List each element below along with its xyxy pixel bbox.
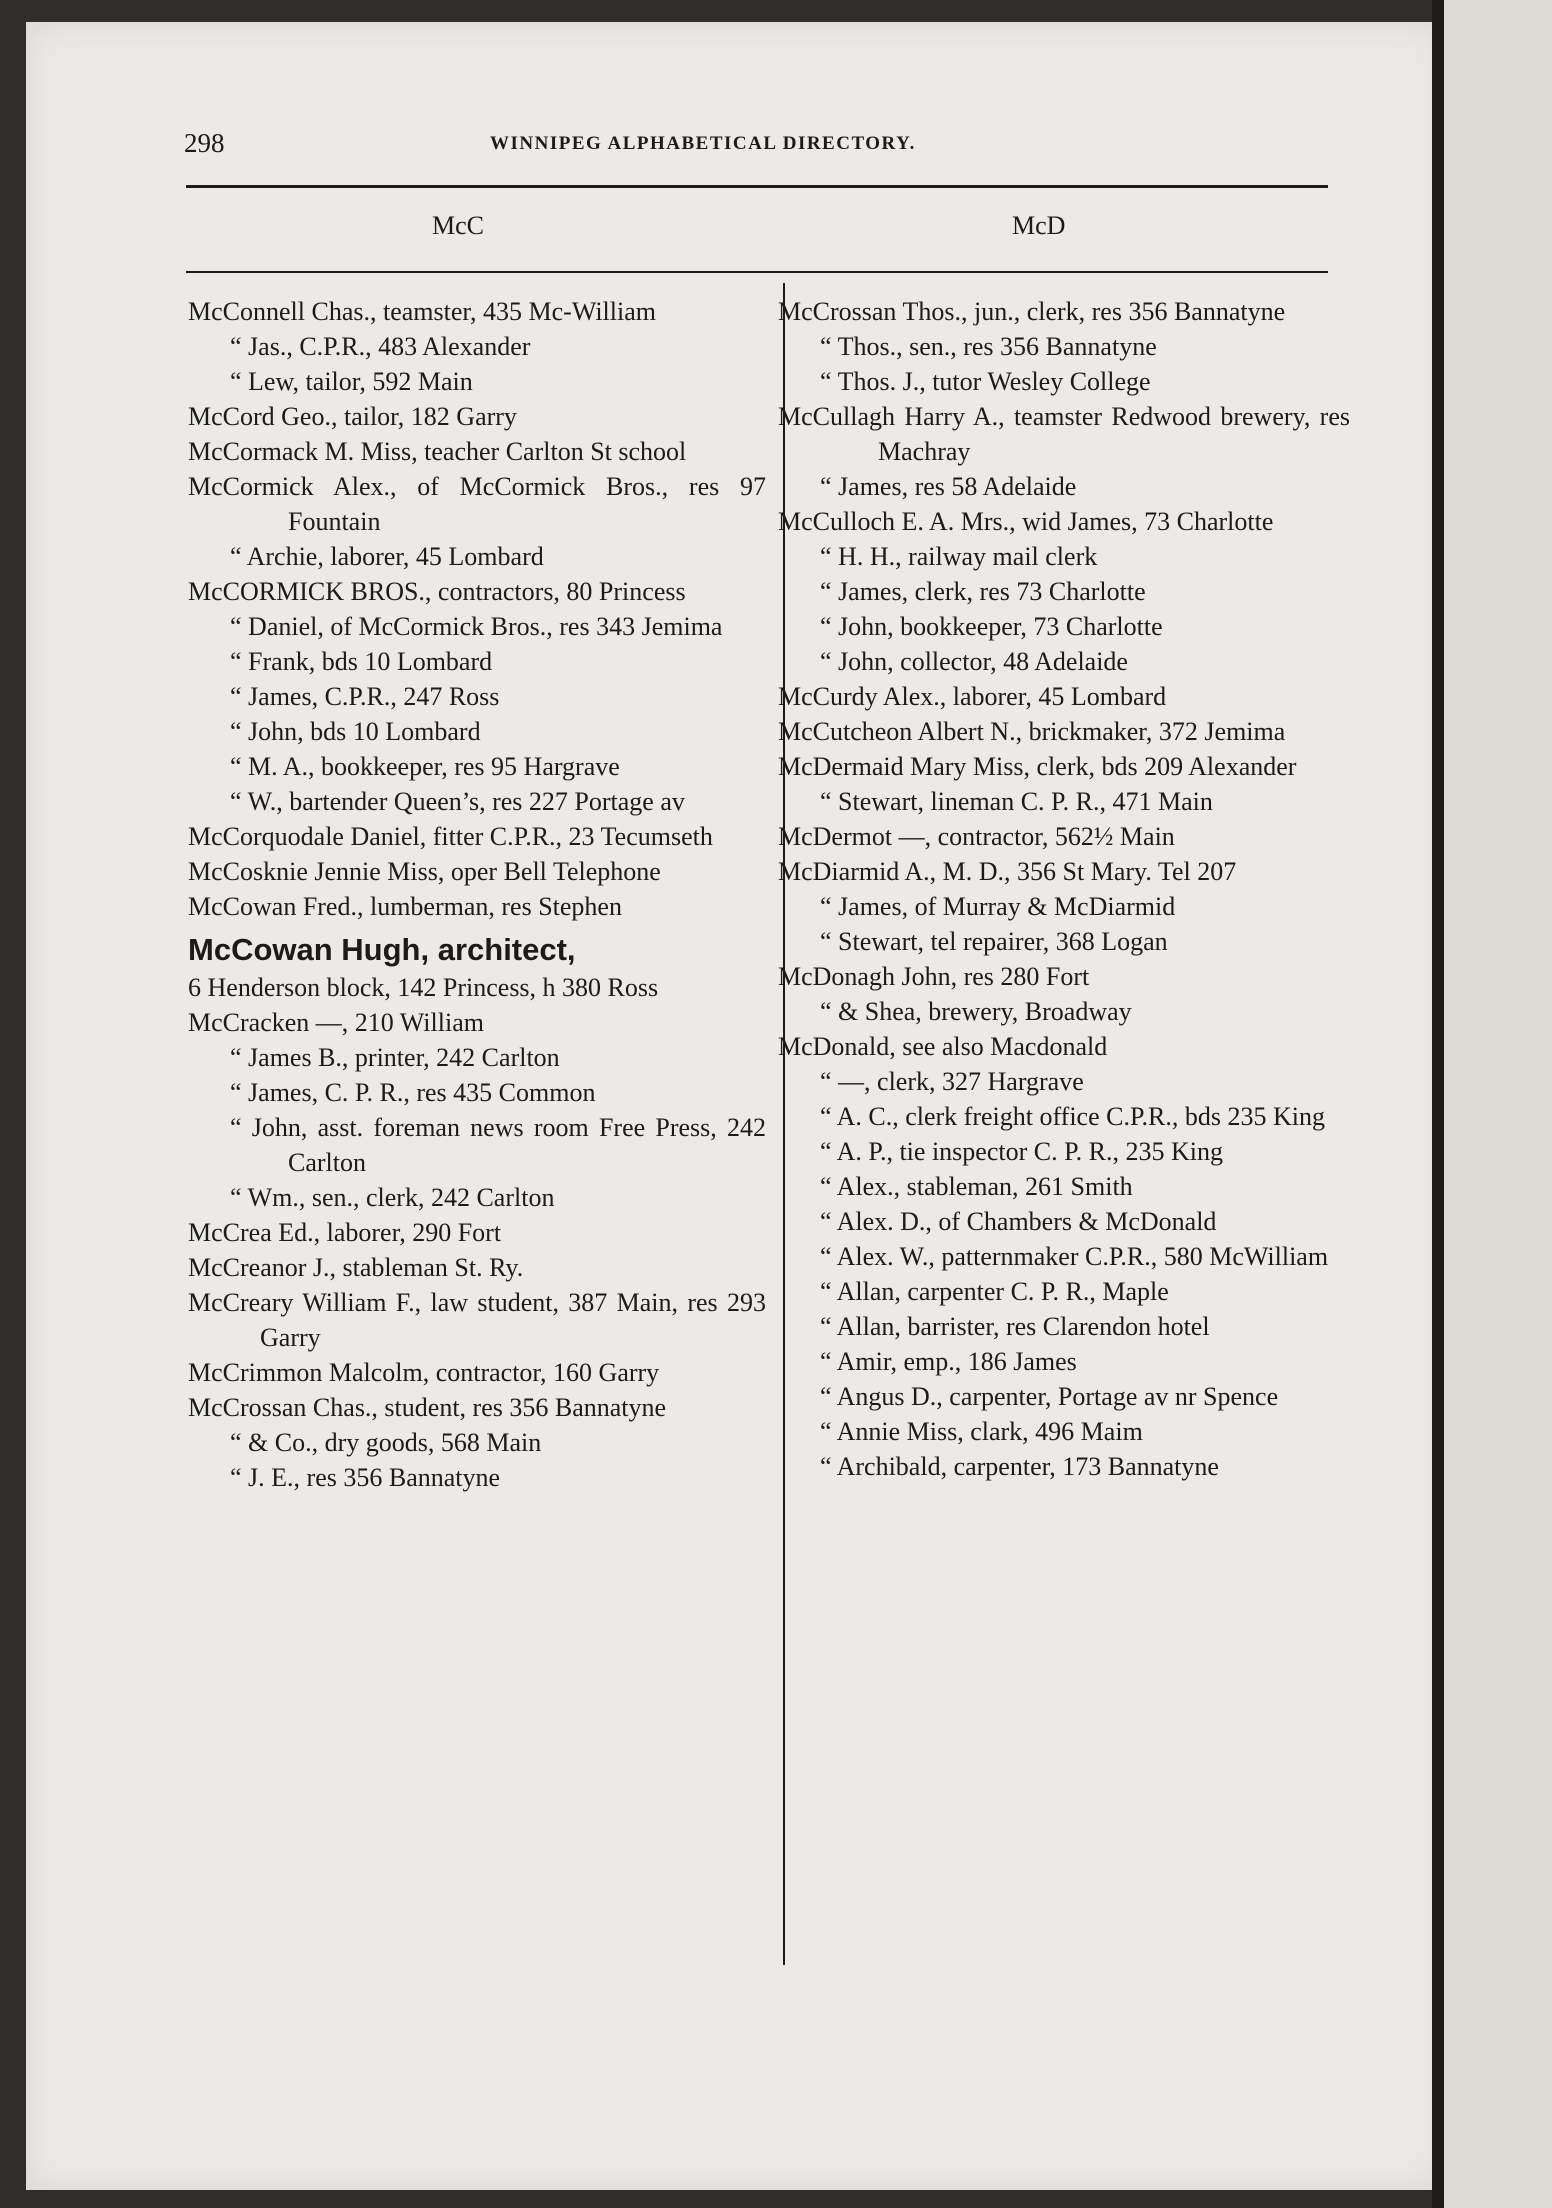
directory-sub-entry: “ John, bds 10 Lombard (230, 717, 481, 746)
directory-entry: McCutcheon Albert N., brickmaker, 372 Jemima (778, 717, 1286, 746)
directory-sub-entry: “ Thos. J., tutor Wesley College (820, 367, 1151, 396)
directory-entry: McCullagh Harry A., teamster Redwood brewery, res Machray (778, 402, 1350, 466)
directory-entry: McCrea Ed., laborer, 290 Fort (188, 1218, 502, 1247)
column-heading-rule (186, 271, 1328, 273)
running-title: WINNIPEG ALPHABETICAL DIRECTORY. (490, 133, 916, 154)
directory-sub-entry: “ John, asst. foreman news room Free Press, 242 Carlton (230, 1113, 766, 1177)
directory-sub-entry: “ Alex. D., of Chambers & McDonald (820, 1207, 1217, 1236)
directory-sub-entry: “ A. P., tie inspector C. P. R., 235 King (820, 1137, 1224, 1166)
left-column-heading: McC (432, 211, 484, 240)
directory-sub-entry: “ John, collector, 48 Adelaide (820, 647, 1128, 676)
directory-sub-entry: “ James B., printer, 242 Carlton (230, 1043, 560, 1072)
directory-entry: McDermaid Mary Miss, clerk, bds 209 Alexander (778, 752, 1297, 781)
directory-sub-entry: “ Wm., sen., clerk, 242 Carlton (230, 1183, 555, 1212)
directory-sub-entry: “ Jas., C.P.R., 483 Alexander (230, 332, 531, 361)
directory-entry: McCowan Hugh, architect, (188, 932, 576, 967)
directory-sub-entry: “ & Co., dry goods, 568 Main (230, 1428, 542, 1457)
left-column (188, 294, 766, 1495)
directory-entry: McCosknie Jennie Miss, oper Bell Telephone (188, 857, 661, 886)
directory-sub-entry: “ Frank, bds 10 Lombard (230, 647, 493, 676)
directory-sub-entry: “ M. A., bookkeeper, res 95 Hargrave (230, 752, 620, 781)
directory-sub-entry: “ W., bartender Queen’s, res 227 Portage av (230, 787, 685, 816)
directory-entry: McCreanor J., stableman St. Ry. (188, 1253, 524, 1282)
page-header (162, 128, 1330, 168)
directory-sub-entry: “ Stewart, lineman C. P. R., 471 Main (820, 787, 1213, 816)
directory-entry: McCormack M. Miss, teacher Carlton St school (188, 437, 687, 466)
directory-sub-entry: “ Lew, tailor, 592 Main (230, 367, 473, 396)
directory-entry: McCord Geo., tailor, 182 Garry (188, 402, 517, 431)
directory-sub-entry: “ Allan, barrister, res Clarendon hotel (820, 1312, 1210, 1341)
facing-page-edge (1444, 0, 1552, 2208)
directory-sub-entry: “ A. C., clerk freight office C.P.R., bds 235 King (820, 1102, 1326, 1131)
directory-entry: McCurdy Alex., laborer, 45 Lombard (778, 682, 1167, 711)
directory-sub-entry: “ Angus D., carpenter, Portage av nr Spence (820, 1382, 1279, 1411)
header-rule (186, 185, 1328, 188)
directory-sub-entry: “ Amir, emp., 186 James (820, 1347, 1077, 1376)
directory-entry: McCORMICK BROS., contractors, 80 Princess (188, 577, 686, 606)
directory-sub-entry: “ Stewart, tel repairer, 368 Logan (820, 927, 1168, 956)
directory-entry: McCracken —, 210 William (188, 1008, 484, 1037)
directory-sub-entry: “ & Shea, brewery, Broadway (820, 997, 1132, 1026)
directory-entry: McConnell Chas., teamster, 435 Mc-William (188, 297, 656, 326)
directory-sub-entry: “ Alex. W., patternmaker C.P.R., 580 McWilliam (820, 1242, 1329, 1271)
directory-entry: McDonald, see also Macdonald (778, 1032, 1108, 1061)
directory-entry: McCorquodale Daniel, fitter C.P.R., 23 Tecumseth (188, 822, 713, 851)
right-column (778, 294, 1350, 1484)
directory-sub-entry: “ James, clerk, res 73 Charlotte (820, 577, 1146, 606)
directory-sub-entry: “ James, C. P. R., res 435 Common (230, 1078, 596, 1107)
directory-sub-entry: “ Archibald, carpenter, 173 Bannatyne (820, 1452, 1219, 1481)
directory-sub-entry: “ Annie Miss, clark, 496 Maim (820, 1417, 1143, 1446)
directory-entry: McCrimmon Malcolm, contractor, 160 Garry (188, 1358, 660, 1387)
directory-entry: McCrossan Thos., jun., clerk, res 356 Bannatyne (778, 297, 1286, 326)
directory-sub-entry: “ Daniel, of McCormick Bros., res 343 Jemima (230, 612, 723, 641)
directory-entry: McCrossan Chas., student, res 356 Bannatyne (188, 1393, 667, 1422)
directory-sub-entry: “ —, clerk, 327 Hargrave (820, 1067, 1084, 1096)
directory-sub-entry: “ Allan, carpenter C. P. R., Maple (820, 1277, 1169, 1306)
directory-entry: McDiarmid A., M. D., 356 St Mary. Tel 207 (778, 857, 1237, 886)
directory-entry: McDermot —, contractor, 562½ Main (778, 822, 1175, 851)
directory-entry: McCreary William F., law student, 387 Main, res 293 Garry (188, 1288, 766, 1352)
directory-sub-entry: “ Thos., sen., res 356 Bannatyne (820, 332, 1157, 361)
directory-entry: McCormick Alex., of McCormick Bros., res 97 Fountain (188, 472, 766, 536)
directory-entry: McCulloch E. A. Mrs., wid James, 73 Charlotte (778, 507, 1274, 536)
directory-entry: McDonagh John, res 280 Fort (778, 962, 1090, 991)
directory-sub-entry: “ James, res 58 Adelaide (820, 472, 1077, 501)
right-column-heading: McD (1012, 211, 1066, 240)
directory-sub-entry: “ H. H., railway mail clerk (820, 542, 1098, 571)
directory-sub-entry: “ James, of Murray & McDiarmid (820, 892, 1176, 921)
directory-sub-entry: “ Alex., stableman, 261 Smith (820, 1172, 1133, 1201)
directory-entry: 6 Henderson block, 142 Princess, h 380 Ross (188, 973, 659, 1002)
page-number: 298 (184, 128, 225, 158)
directory-sub-entry: “ James, C.P.R., 247 Ross (230, 682, 500, 711)
directory-sub-entry: “ John, bookkeeper, 73 Charlotte (820, 612, 1163, 641)
directory-sub-entry: “ Archie, laborer, 45 Lombard (230, 542, 544, 571)
directory-sub-entry: “ J. E., res 356 Bannatyne (230, 1463, 501, 1492)
directory-entry: McCowan Fred., lumberman, res Stephen (188, 892, 622, 921)
